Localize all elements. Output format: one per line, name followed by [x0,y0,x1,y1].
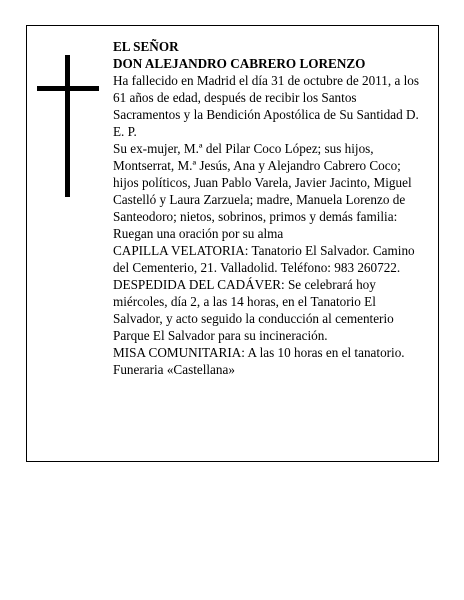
funeral-farewell-info: DESPEDIDA DEL CADÁVER: Se celebrará hoy miércoles, día 2, a las 14 horas, en el Tanatorio El Salvador, y acto seguido la conducción al cementerio Parque El Salvador para su incineración. [113,277,394,343]
cross-vertical-bar [65,55,70,197]
death-announcement: Ha fallecido en Madrid el día 31 de octubre de 2011, a los 61 años de edad, después de recibir los Santos Sacramentos y la Bendición Apostólica de Su Santidad D. E. P. [113,73,420,139]
cross-horizontal-bar [37,86,99,91]
deceased-title: EL SEÑOR [113,39,179,54]
family-list: Su ex-mujer, M.ª del Pilar Coco López; sus hijos, Montserrat, M.ª Jesús, Ana y Alejandro Cabrero Coco; hijos políticos, Juan Pablo Varela, Javier Jacinto, Miguel Castelló y Laura Zarzuela; madre, Manuela Lorenzo de Santeodoro; nietos, sobrinos, primos y demás familia: [113,141,412,224]
wake-chapel-info: CAPILLA VELATORIA: Tanatorio El Salvador. Camino del Cementerio, 21. Valladolid. Teléfono: 983 260722. [113,243,415,275]
prayer-request: Ruegan una oración por su alma [113,226,284,241]
deceased-name: DON ALEJANDRO CABRERO LORENZO [113,56,366,71]
latin-cross-icon [37,55,99,197]
community-mass-info: MISA COMUNITARIA: A las 10 horas en el tanatorio. [113,345,405,360]
obituary-text [113,38,421,378]
funeral-home: Funeraria «Castellana» [113,362,235,377]
